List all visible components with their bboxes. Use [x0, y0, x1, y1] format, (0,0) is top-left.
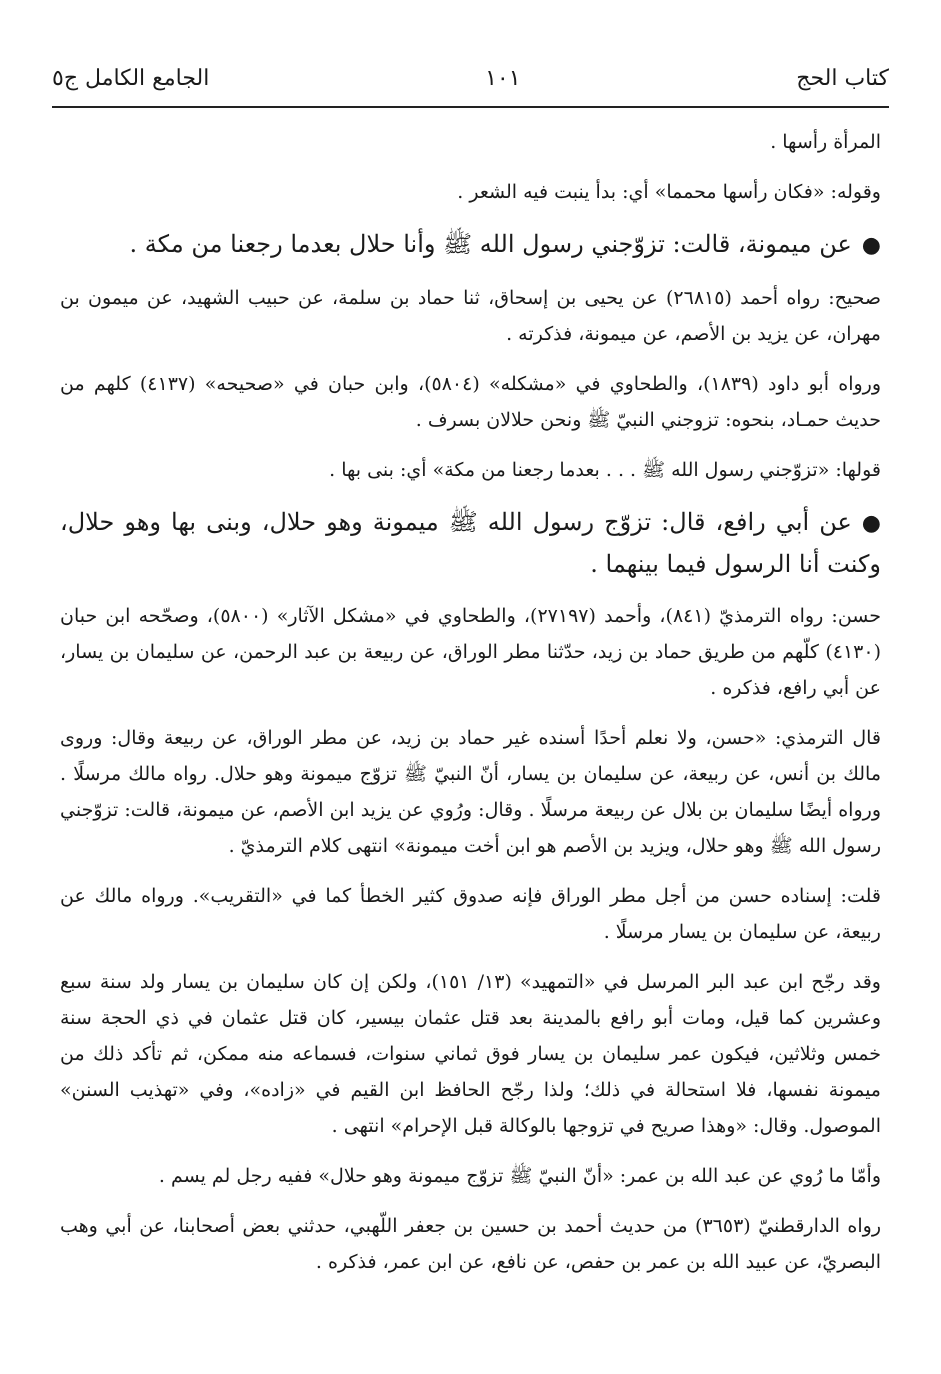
- paragraph-11: وقد رجّح ابن عبد البر المرسل في «التمهيد» (١٣/ ١٥١)، ولكن إن كان سليمان بن يسار ولد سنة سبع وعشرين كما قيل، ومات أبو رافع بالمدينة بعد قتل عثمان بيسير، كان قتل عثمان في ذي الحجة سنة خمس وثلاثين، فيكون عمر سليمان بن يسار فوق ثماني سنوات، فسماعه منه ممكن، ثم تأكد ذلك من ميمونة نفسها، فلا استحالة في ذلك؛ ولذا رجّح الحافظ ابن القيم في «زاده»، وفي «تهذيب السنن» الموصول. وقال: «وهذا صريح في تزوجها بالوكالة قبل الإحرام» انتهى .: [60, 971, 881, 1137]
- paragraph-2: وقوله: «فكان رأسها محمما» أي: بدأ ينبت فيه الشعر .: [457, 181, 881, 203]
- page-header: [52, 58, 889, 98]
- paragraph-9: قال الترمذي: «حسن، ولا نعلم أحدًا أسنده غير حماد بن زيد، عن مطر الوراق، عن ربيعة وقال: وروى مالك بن أنس، عن ربيعة، عن سليمان بن يسار، أنّ النبيّ ﷺ تزوّج ميمونة وهو حلال. رواه مالك مرسلًا . ورواه أيضًا سليمان بن بلال عن ربيعة مرسلًا . وقال: ورُوي عن يزيد ابن الأصم، عن ميمونة، قالت: تزوّجني رسول الله ﷺ وهو حلال، ويزيد بن الأصم هو ابن أخت ميمونة» انتهى كلام الترمذيّ .: [60, 727, 882, 857]
- paragraph-10: قلت: إسناده حسن من أجل مطر الوراق فإنه صدوق كثير الخطأ كما في «التقريب». ورواه مالك عن ربيعة، عن سليمان بن يسار مرسلًا .: [60, 885, 881, 943]
- page-number: ١٠١: [485, 65, 521, 91]
- page-body: [60, 124, 881, 1294]
- header-rule: [52, 106, 889, 108]
- paragraph-8: حسن: رواه الترمذيّ (٨٤١)، وأحمد (٢٧١٩٧)، والطحاوي في «مشكل الآثار» (٥٨٠٠)، وصحّحه ابن حبان (٤١٣٠) كلّهم من طريق حماد بن زيد، حدّثنا مطر الوراق، عن ربيعة بن عبد الرحمن، عن سليمان بن يسار، عن أبي رافع، فذكره .: [60, 605, 881, 699]
- bullet-icon: ●: [861, 511, 881, 536]
- hadith-text: عن أبي رافع، قال: تزوّج رسول الله ﷺ ميمونة وهو حلال، وبنى بها وهو حلال، وكنت أنا الرسول فيما بينهما .: [60, 508, 881, 578]
- volume-title: الجامع الكامل ج٥: [52, 65, 210, 91]
- paragraph-1: المرأة رأسها .: [770, 131, 881, 153]
- paragraph-12: وأمّا ما رُوي عن عبد الله بن عمر: «أنّ النبيّ ﷺ تزوّج ميمونة وهو حلال» ففيه رجل لم يسم .: [158, 1165, 881, 1187]
- paragraph-13: رواه الدارقطنيّ (٣٦٥٣) من حديث أحمد بن حسين بن جعفر اللّهبي، حدثني بعض أصحابنا، عن أبي وهب البصريّ، عن عبيد الله بن عمر بن حفص، عن نافع، عن ابن عمر، فذكره .: [60, 1215, 881, 1273]
- bullet-icon: ●: [861, 233, 881, 258]
- paragraph-5: ورواه أبو داود (١٨٣٩)، والطحاوي في «مشكله» (٥٨٠٤)، وابن حبان في «صحيحه» (٤١٣٧) كلهم من حديث حمـاد، بنحوه: تزوجني النبيّ ﷺ ونحن حلالان بسرف .: [60, 373, 882, 431]
- hadith-maymuna: [60, 224, 881, 266]
- paragraph-6: قولها: «تزوّجني رسول الله ﷺ . . . بعدما رجعنا من مكة» أي: بنى بها .: [329, 459, 881, 481]
- hadith-text: عن ميمونة، قالت: تزوّجني رسول الله ﷺ وأنا حلال بعدما رجعنا من مكة .: [129, 230, 852, 258]
- paragraph-4: صحيح: رواه أحمد (٢٦٨١٥) عن يحيى بن إسحاق، ثنا حماد بن سلمة، عن حبيب الشهيد، عن ميمون بن مهران، عن يزيد بن الأصم، عن ميمونة، فذكرته .: [60, 287, 881, 345]
- hadith-abu-rafi: [60, 502, 881, 584]
- book-title: كتاب الحج: [796, 65, 889, 91]
